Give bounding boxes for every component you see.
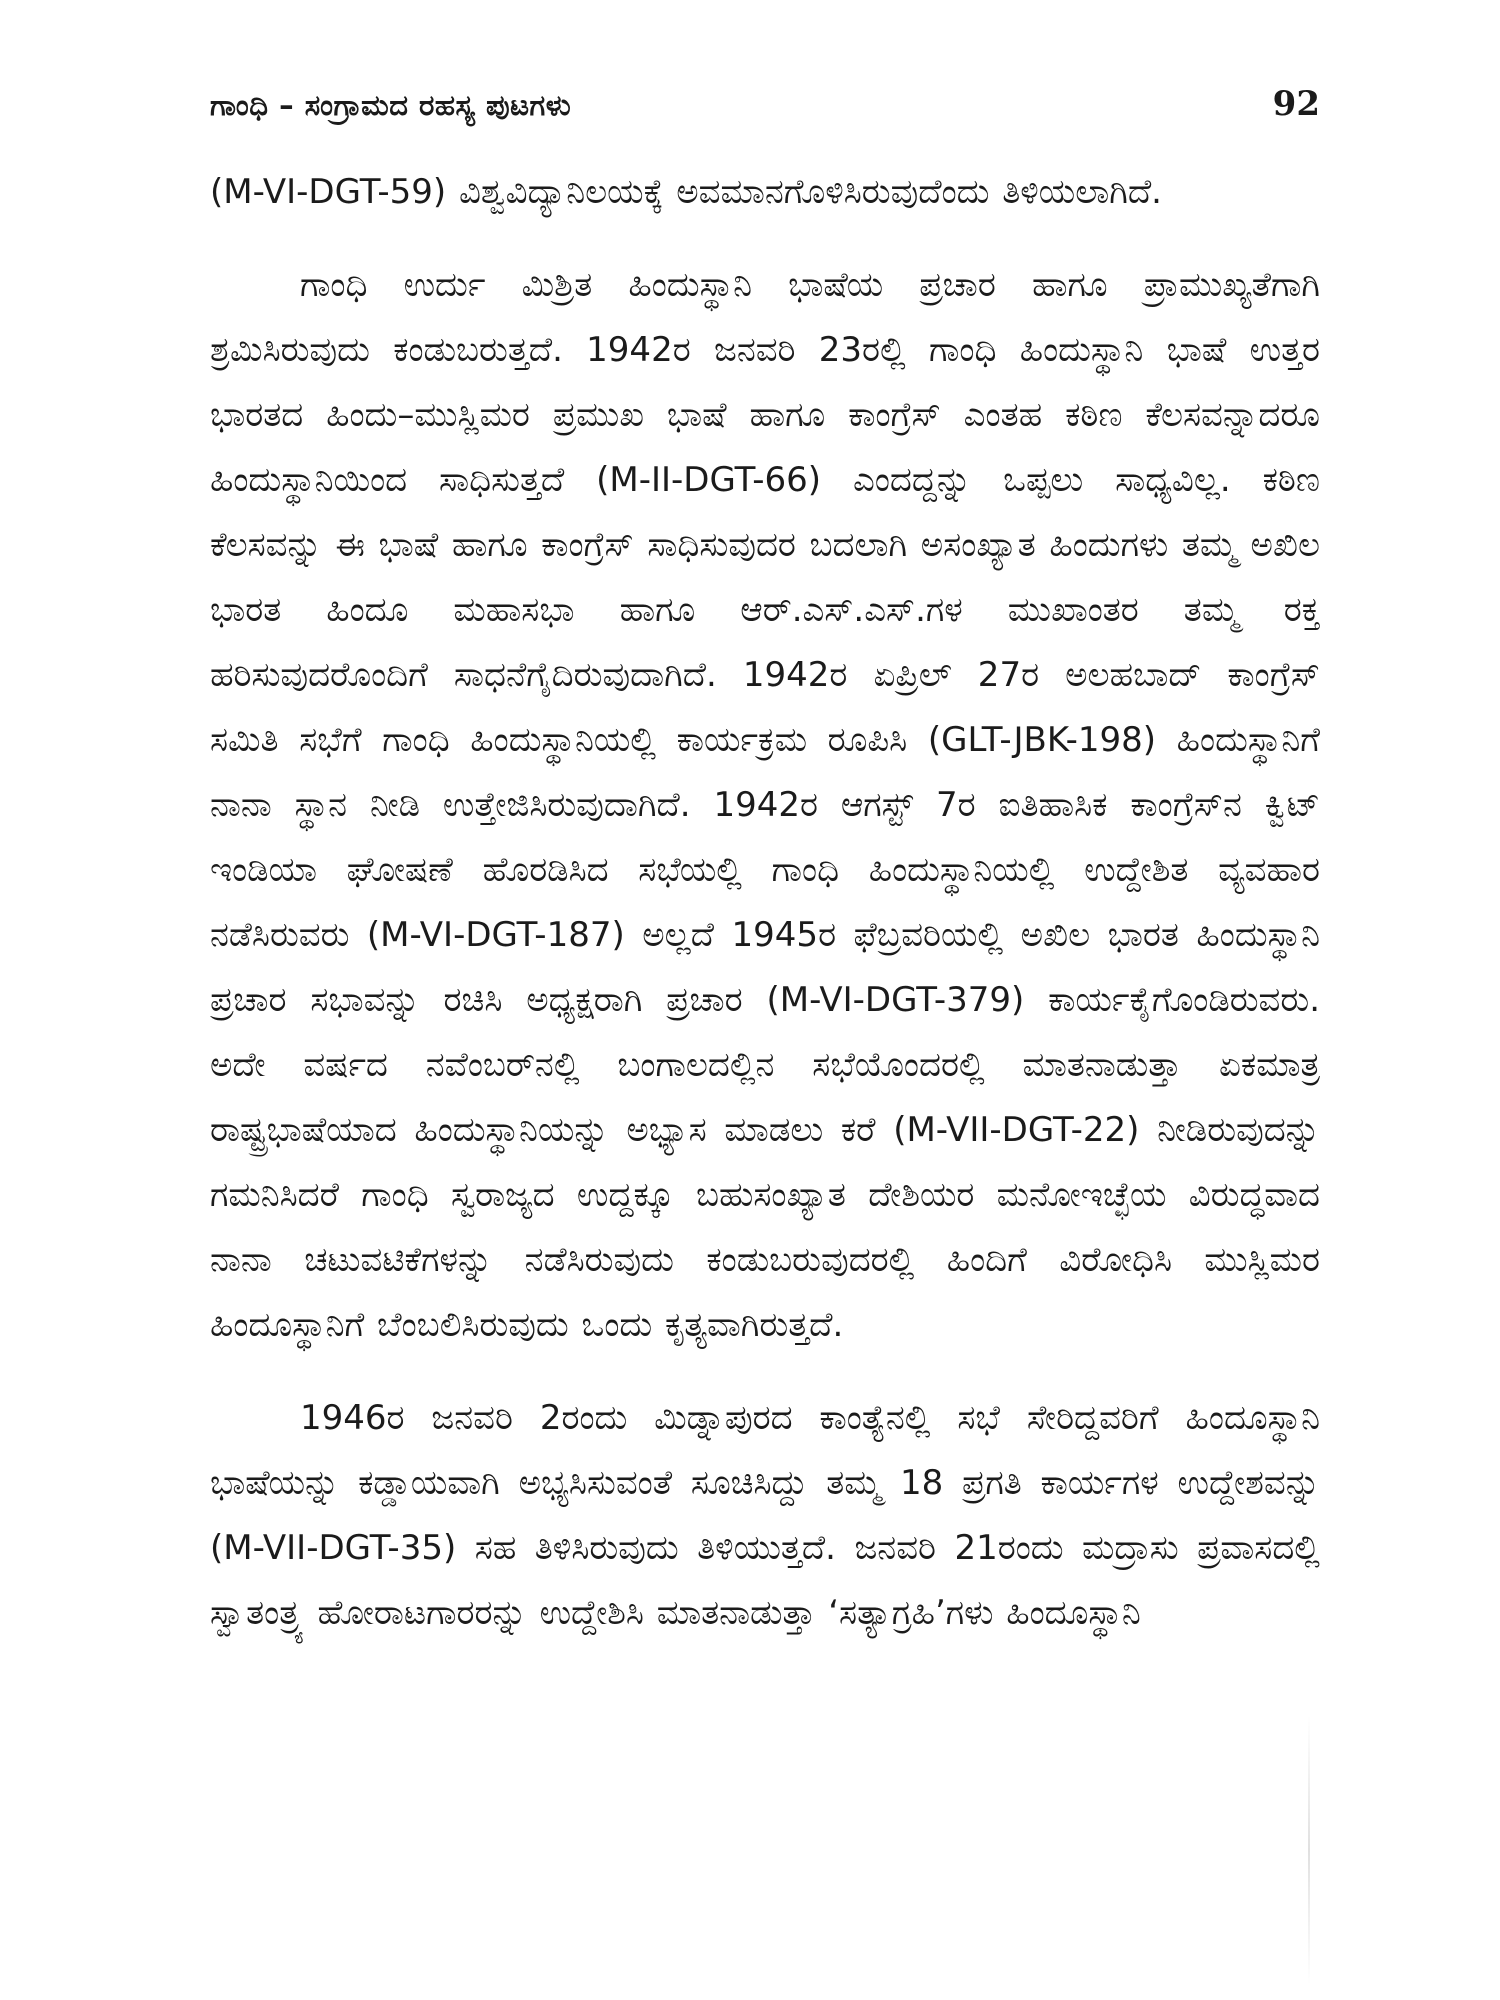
- paragraph-continued: (M-VI-DGT-59) ವಿಶ್ವವಿದ್ಯಾನಿಲಯಕ್ಕೆ ಅವಮಾನಗೊಳಿಸಿರುವುದೆಂದು ತಿಳಿಯಲಾಗಿದೆ.: [210, 172, 1162, 212]
- paragraph-hindustani-promotion: ಗಾಂಧಿ ಉರ್ದು ಮಿಶ್ರಿತ ಹಿಂದುಸ್ಥಾನಿ ಭಾಷೆಯ ಪ್ರಚಾರ ಹಾಗೂ ಪ್ರಾಮುಖ್ಯತೆಗಾಗಿ ಶ್ರಮಿಸಿರುವುದು ಕಂಡುಬರುತ್ತದೆ. 1942ರ ಜನವರಿ 23ರಲ್ಲಿ ಗಾಂಧಿ ಹಿಂದುಸ್ಥಾನಿ ಭಾಷೆ ಉತ್ತರ ಭಾರತದ ಹಿಂದು–ಮುಸ್ಲಿಮರ ಪ್ರಮುಖ ಭಾಷೆ ಹಾಗೂ ಕಾಂಗ್ರೆಸ್ ಎಂತಹ ಕಠಿಣ ಕೆಲಸವನ್ನಾದರೂ ಹಿಂದುಸ್ಥಾನಿಯಿಂದ ಸಾಧಿಸುತ್ತದೆ (M-II-DGT-66) ಎಂದದ್ದನ್ನು ಒಪ್ಪಲು ಸಾಧ್ಯವಿಲ್ಲ. ಕಠಿಣ ಕೆಲಸವನ್ನು ಈ ಭಾಷೆ ಹಾಗೂ ಕಾಂಗ್ರೆಸ್ ಸಾಧಿಸುವುದರ ಬದಲಾಗಿ ಅಸಂಖ್ಯಾತ ಹಿಂದುಗಳು ತಮ್ಮ ಅಖಿಲ ಭಾರತ ಹಿಂದೂ ಮಹಾಸಭಾ ಹಾಗೂ ಆರ್.ಎಸ್.ಎಸ್.ಗಳ ಮುಖಾಂತರ ತಮ್ಮ ರಕ್ತ ಹರಿಸುವುದರೊಂದಿಗೆ ಸಾಧನೆಗೈದಿರುವುದಾಗಿದೆ. 1942ರ ಏಪ್ರಿಲ್ 27ರ ಅಲಹಬಾದ್ ಕಾಂಗ್ರೆಸ್ ಸಮಿತಿ ಸಭೆಗೆ ಗಾಂಧಿ ಹಿಂದುಸ್ಥಾನಿಯಲ್ಲಿ ಕಾರ್ಯಕ್ರಮ ರೂಪಿಸಿ (GLT-JBK-198) ಹಿಂದುಸ್ಥಾನಿಗೆ ನಾನಾ ಸ್ಥಾನ ನೀಡಿ ಉತ್ತೇಜಿಸಿರುವುದಾಗಿದೆ. 1942ರ ಆಗಸ್ಟ್ 7ರ ಐತಿಹಾಸಿಕ ಕಾಂಗ್ರೆಸ್‌ನ ಕ್ವಿಟ್ ಇಂಡಿಯಾ ಘೋಷಣೆ ಹೊರಡಿಸಿದ ಸಭೆಯಲ್ಲಿ ಗಾಂಧಿ ಹಿಂದುಸ್ಥಾನಿಯಲ್ಲಿ ಉದ್ದೇಶಿತ ವ್ಯವಹಾರ ನಡೆಸಿರುವರು (M-VI-DGT-187) ಅಲ್ಲದೆ 1945ರ ಫೆಬ್ರವರಿಯಲ್ಲಿ ಅಖಿಲ ಭಾರತ ಹಿಂದುಸ್ಥಾನಿ ಪ್ರಚಾರ ಸಭಾವನ್ನು ರಚಿಸಿ ಅಧ್ಯಕ್ಷರಾಗಿ ಪ್ರಚಾರ (M-VI-DGT-379) ಕಾರ್ಯಕೈಗೊಂಡಿರುವರು. ಅದೇ ವರ್ಷದ ನವೆಂಬರ್‌ನಲ್ಲಿ ಬಂಗಾಲದಲ್ಲಿನ ಸಭೆಯೊಂದರಲ್ಲಿ ಮಾತನಾಡುತ್ತಾ ಏಕಮಾತ್ರ ರಾಷ್ಟ್ರಭಾಷೆಯಾದ ಹಿಂದುಸ್ಥಾನಿಯನ್ನು ಅಭ್ಯಾಸ ಮಾಡಲು ಕರೆ (M-VII-DGT-22) ನೀಡಿರುವುದನ್ನು ಗಮನಿಸಿದರೆ ಗಾಂಧಿ ಸ್ವರಾಜ್ಯದ ಉದ್ದಕ್ಕೂ ಬಹುಸಂಖ್ಯಾತ ದೇಶಿಯರ ಮನೋಇಚ್ಛೆಯ ವಿರುದ್ಧವಾದ ನಾನಾ ಚಟುವಟಿಕೆಗಳನ್ನು ನಡೆಸಿರುವುದು ಕಂಡುಬರುವುದರಲ್ಲಿ ಹಿಂದಿಗೆ ವಿರೋಧಿಸಿ ಮುಸ್ಲಿಮರ ಹಿಂದೂಸ್ಥಾನಿಗೆ ಬೆಂಬಲಿಸಿರುವುದು ಒಂದು ಕೃತ್ಯವಾಗಿರುತ್ತದೆ.: [210, 265, 1320, 1345]
- scan-shadow-edge: [1308, 1715, 1310, 1985]
- running-header: [210, 82, 1320, 142]
- body-text: [210, 160, 1320, 1646]
- page-number: 92: [1272, 84, 1320, 124]
- book-title: ಗಾಂಧಿ – ಸಂಗ್ರಾಮದ ರಹಸ್ಯ ಪುಟಗಳು: [210, 88, 572, 122]
- paragraph-1946-events: 1946ರ ಜನವರಿ 2ರಂದು ಮಿಡ್ನಾಪುರದ ಕಾಂತ್ಯೆನಲ್ಲಿ ಸಭೆ ಸೇರಿದ್ದವರಿಗೆ ಹಿಂದೂಸ್ಥಾನಿ ಭಾಷೆಯನ್ನು ಕಡ್ಡಾಯವಾಗಿ ಅಭ್ಯಸಿಸುವಂತೆ ಸೂಚಿಸಿದ್ದು ತಮ್ಮ 18 ಪ್ರಗತಿ ಕಾರ್ಯಗಳ ಉದ್ದೇಶವನ್ನು (M-VII-DGT-35) ಸಹ ತಿಳಿಸಿರುವುದು ತಿಳಿಯುತ್ತದೆ. ಜನವರಿ 21ರಂದು ಮದ್ರಾಸು ಪ್ರವಾಸದಲ್ಲಿ ಸ್ವಾತಂತ್ರ್ಯ ಹೋರಾಟಗಾರರನ್ನು ಉದ್ದೇಶಿಸಿ ಮಾತನಾಡುತ್ತಾ ‘ಸತ್ಯಾಗ್ರಹಿ’ಗಳು ಹಿಂದೂಸ್ಥಾನಿ: [210, 1398, 1320, 1633]
